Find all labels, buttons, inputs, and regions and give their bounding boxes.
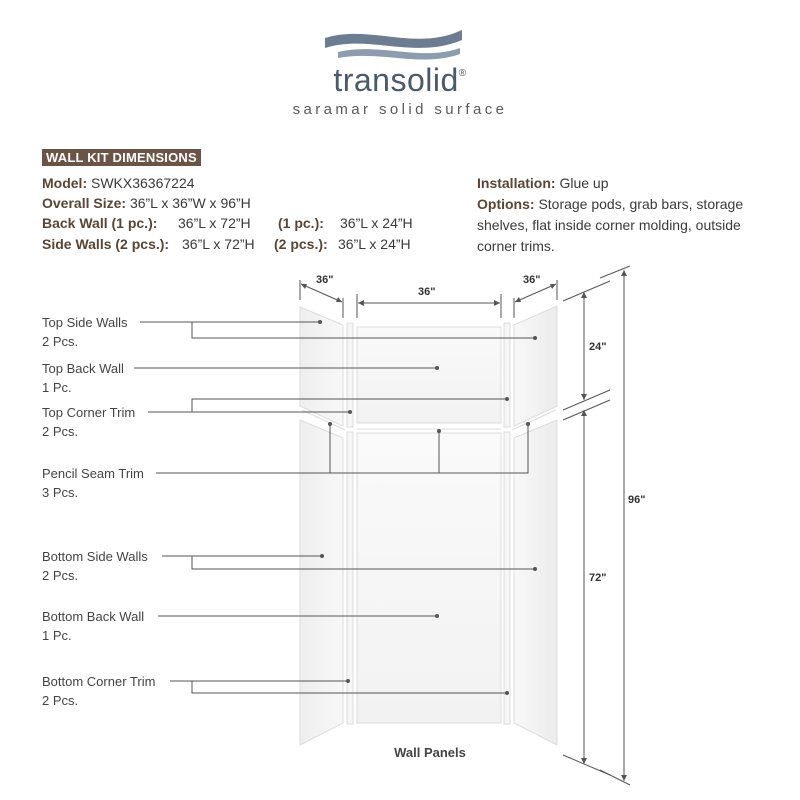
dim-total-height: 96" [628, 494, 646, 506]
callout-top-back-wall: Top Back Wall 1 Pc. [42, 361, 124, 395]
dim-back-width: 36" [418, 286, 436, 298]
dim-right-width-line [515, 284, 556, 302]
callout-bottom-corner-trim: Bottom Corner Trim 2 Pcs. [42, 674, 156, 708]
spec-side-walls-value: 36”L x 72”H [182, 236, 255, 252]
spec-side-walls: Side Walls (2 pcs.): [42, 236, 170, 252]
callout-top-side-walls: Top Side Walls 2 Pcs. [42, 315, 128, 349]
brand-tagline: saramar solid surface [292, 101, 508, 118]
spec-model: Model: SWKX36367224 [42, 175, 195, 191]
bottom-right-side-wall [514, 420, 557, 745]
spec-side-walls-top-value: 36”L x 24”H [338, 236, 411, 252]
section-title: WALL KIT DIMENSIONS [42, 149, 201, 166]
spec-back-wall: Back Wall (1 pc.): [42, 215, 158, 231]
top-left-side-wall [300, 307, 343, 426]
callout-top-corner-trim: Top Corner Trim 2 Pcs. [42, 405, 136, 439]
spec-back-wall-top: (1 pc.): [278, 215, 324, 231]
top-right-side-wall [514, 306, 557, 426]
spec-back-wall-value: 36”L x 72”H [178, 215, 251, 231]
callout-bottom-back-wall: Bottom Back Wall 1 Pc. [42, 609, 145, 643]
callout-pencil-seam-trim: Pencil Seam Trim 3 Pcs. [42, 466, 144, 500]
bottom-right-corner-trim [504, 432, 510, 724]
dim-left-width: 36" [316, 274, 334, 286]
spec-side-walls-top: (2 pcs.): [274, 236, 328, 252]
dim-top-height: 24" [589, 341, 607, 353]
bottom-back-wall [357, 433, 501, 723]
diagram-caption: Wall Panels [394, 745, 466, 760]
spec-installation: Installation: Glue up [477, 175, 609, 191]
dim-left-width-line [301, 284, 342, 302]
callout-bottom-side-walls: Bottom Side Walls 2 Pcs. [42, 549, 148, 583]
top-right-corner-trim [504, 323, 510, 427]
brand-name: transolid® [333, 62, 467, 98]
dim-bottom-height: 72" [589, 572, 607, 584]
spec-back-wall-top-value: 36”L x 24”H [340, 215, 413, 231]
top-back-wall [357, 327, 501, 423]
bottom-left-side-wall [300, 420, 343, 745]
spec-options: Options: Storage pods, grab bars, storage shelves, flat inside corner molding, outside corner trims. [477, 196, 744, 254]
spec-overall: Overall Size: 36”L x 36”W x 96”H [42, 195, 251, 211]
dim-right-width: 36" [523, 274, 541, 286]
